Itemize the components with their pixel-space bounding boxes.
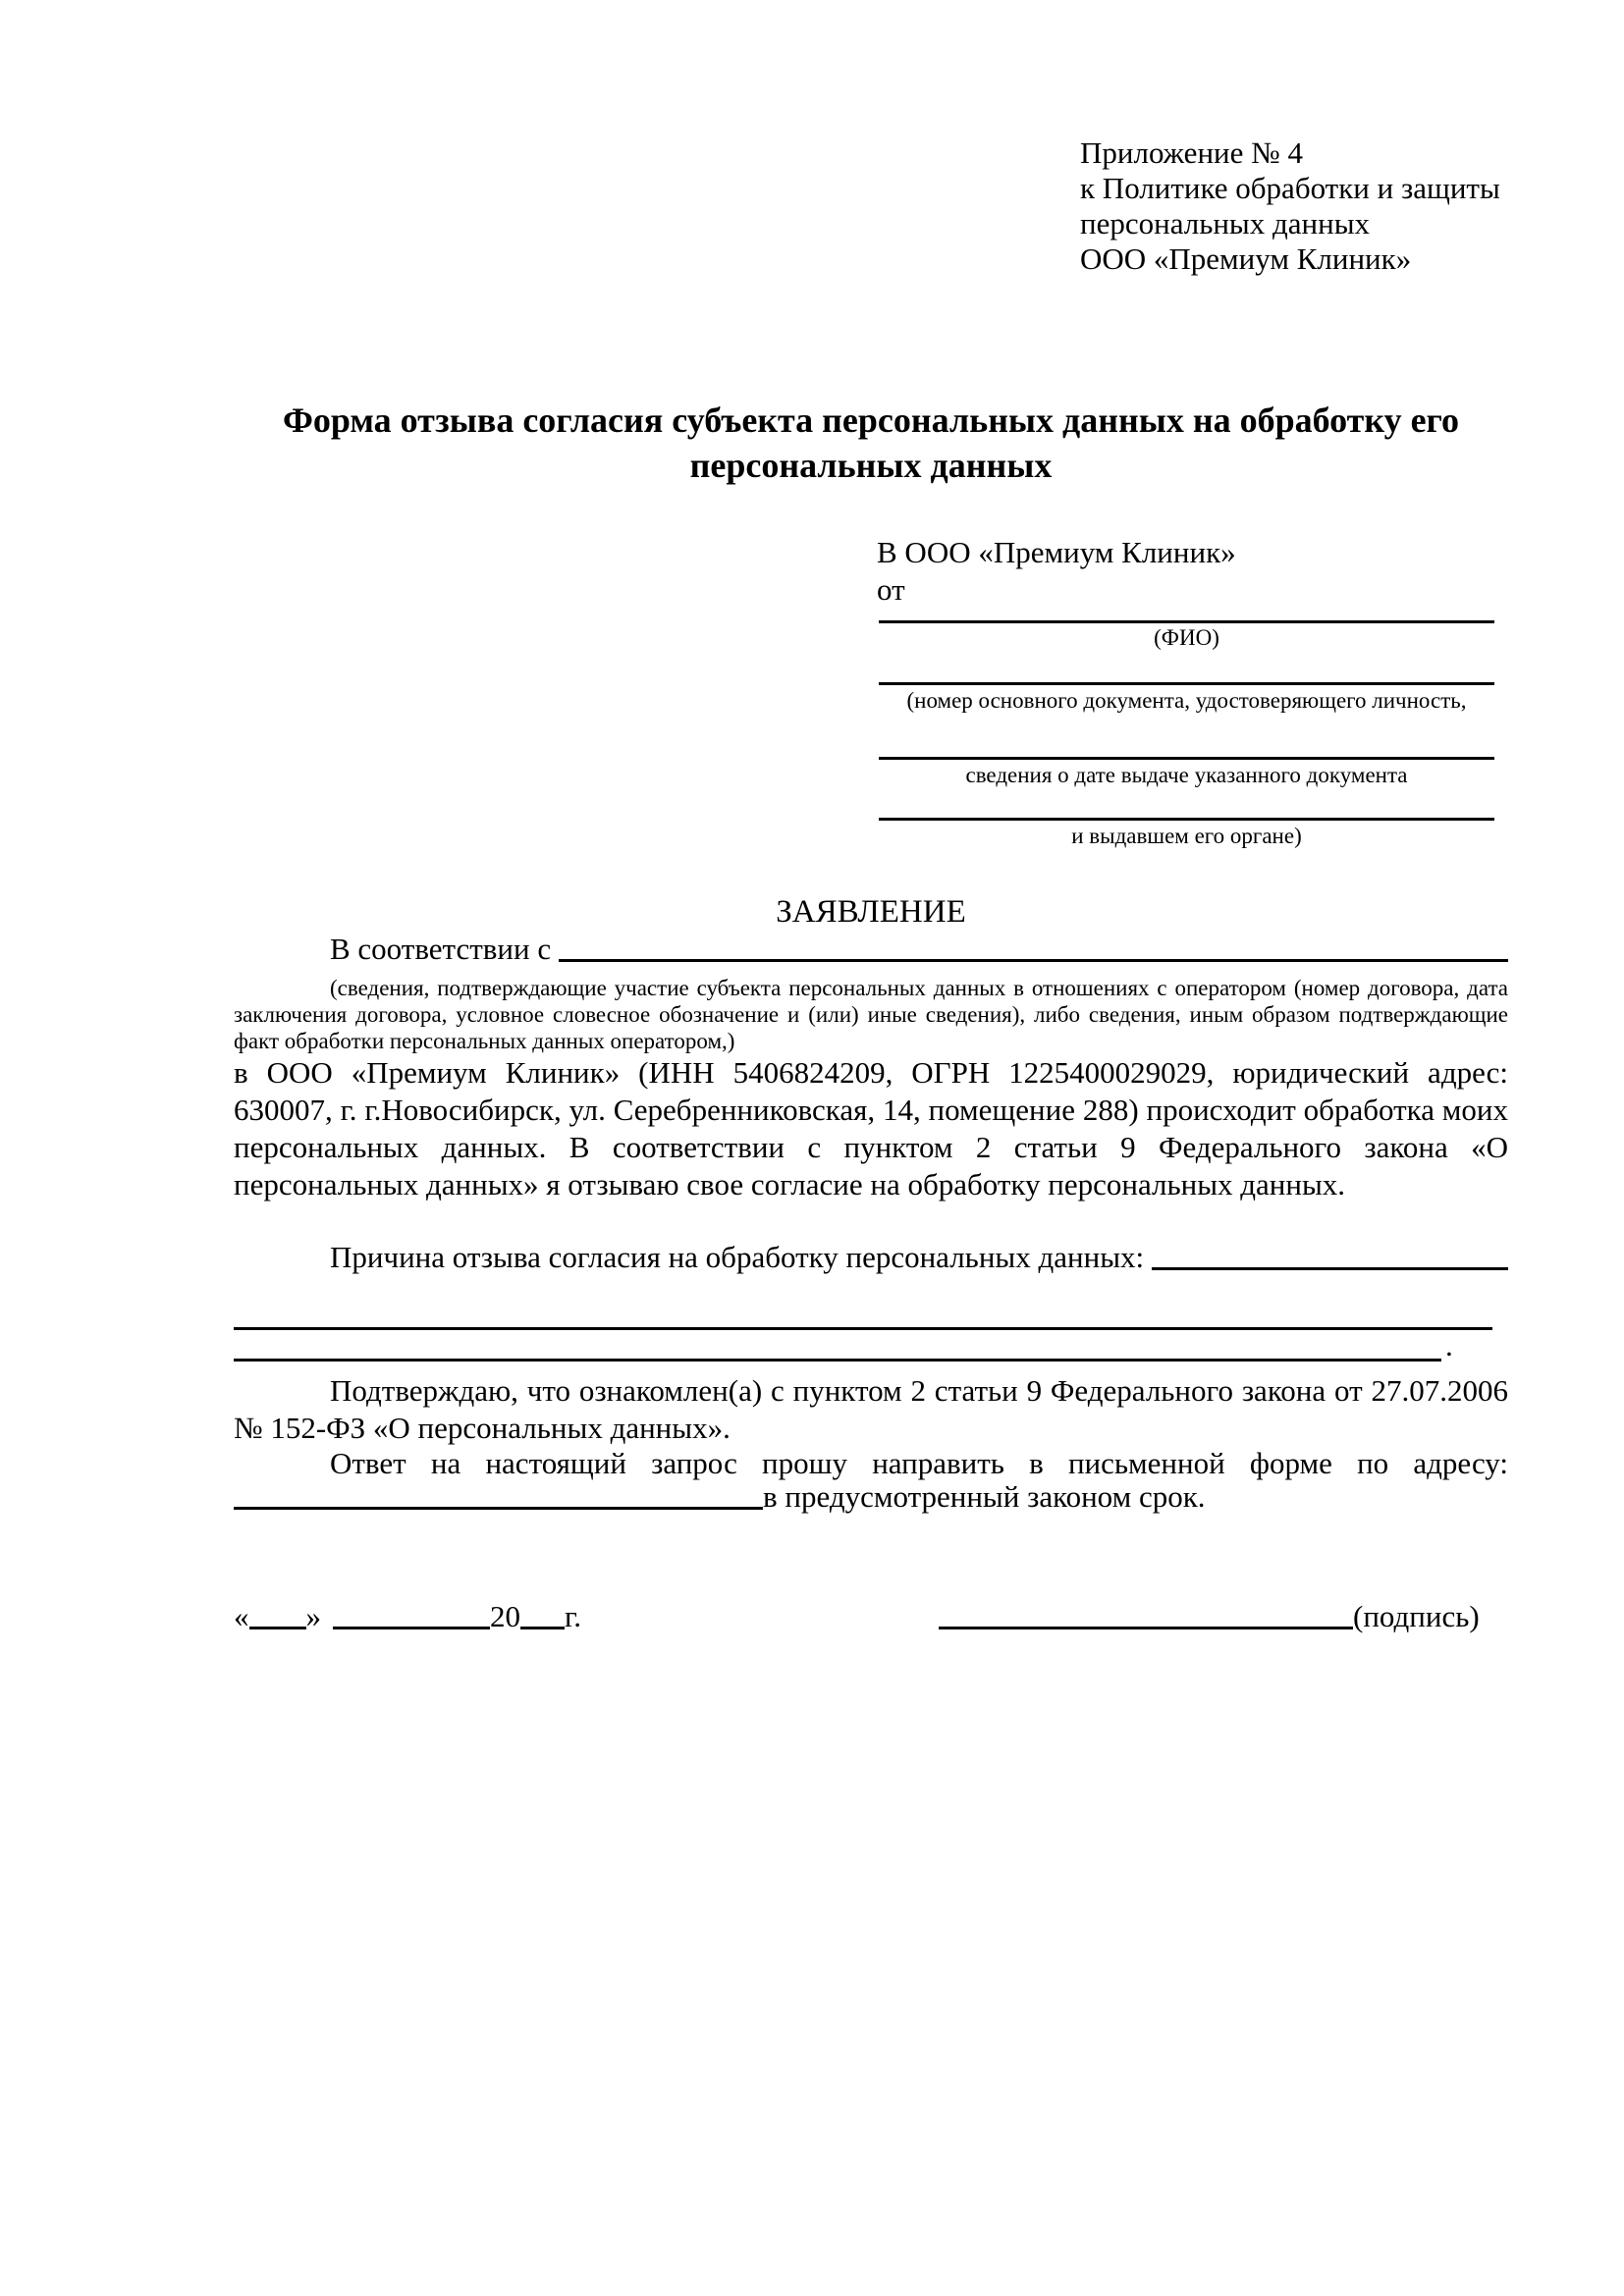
confirm-paragraph: Подтверждаю, что ознакомлен(а) с пунктом 2 статьи 9 Федерального закона от 27.07.2006 № 152-ФЗ «О персональных данных». bbox=[234, 1373, 1508, 1445]
appendix-line: к Политике обработки и защиты bbox=[1080, 171, 1500, 205]
basis-field-line[interactable] bbox=[559, 931, 1508, 962]
appendix-line: персональных данных bbox=[1080, 206, 1371, 240]
date-year-field-line[interactable] bbox=[520, 1598, 565, 1629]
appendix-block bbox=[1080, 135, 1542, 277]
date-century: 20 bbox=[490, 1599, 520, 1633]
fio-field-line[interactable] bbox=[879, 620, 1494, 623]
date-year-suffix: г. bbox=[565, 1599, 581, 1633]
address-field-line[interactable] bbox=[234, 1478, 763, 1510]
reason-extra-field-line-2[interactable] bbox=[234, 1359, 1441, 1362]
issue-date-caption: сведения о дате выдаче указанного документа bbox=[965, 763, 1408, 787]
reason-label: Причина отзыва согласия на обработку персональных данных: bbox=[330, 1240, 1152, 1274]
reason-field-line[interactable] bbox=[1152, 1239, 1508, 1270]
basis-space bbox=[551, 931, 559, 968]
statement-heading: ЗАЯВЛЕНИЕ bbox=[776, 894, 966, 930]
doc-number-field-line[interactable] bbox=[879, 682, 1494, 685]
issue-org-field-line[interactable] bbox=[879, 818, 1494, 821]
issue-org-caption: и выдавшем его органе) bbox=[1071, 824, 1302, 848]
date-day-field-line[interactable] bbox=[249, 1598, 306, 1629]
open-quote: « bbox=[234, 1599, 249, 1633]
basis-prefix: В соответствии с bbox=[330, 932, 552, 966]
appendix-line: ООО «Премиум Клиник» bbox=[1080, 241, 1412, 276]
signature-field-line[interactable] bbox=[939, 1598, 1353, 1629]
address-row bbox=[234, 1478, 1508, 1516]
issue-date-field-line[interactable] bbox=[879, 757, 1494, 760]
fio-caption: (ФИО) bbox=[1154, 625, 1219, 650]
close-quote: » bbox=[305, 1599, 321, 1633]
body-paragraph: в ООО «Премиум Клиник» (ИНН 5406824209, ОГРН 1225400029029, юридический адрес: 630007, г. г.Новосибирск, ул. Серебренниковская, 14, помещение 288) происходит обработка моих персональных данных. В соответствии с пунктом 2 статьи 9 Федерального закона «О персональных данных» я отзываю свое согласие на обработку персональных данных. bbox=[234, 1055, 1508, 1201]
signature-row bbox=[939, 1598, 1494, 1635]
sentence-period: . bbox=[1445, 1328, 1453, 1362]
basis-caption: (сведения, подтверждающие участие субъекта персональных данных в отношениях с оператором (номер договора, дата заключения договора, условное словесное обозначение и (или) иные сведения), либо сведения, иным образом подтверждающие факт обработки персональных данных оператором,) bbox=[234, 976, 1508, 1053]
date-month-field-line[interactable] bbox=[333, 1598, 490, 1629]
reply-suffix: в предусмотренный законом срок. bbox=[763, 1479, 1206, 1514]
reason-row bbox=[234, 1239, 1508, 1276]
doc-number-caption: (номер основного документа, удостоверяющего личность, bbox=[906, 688, 1467, 713]
reason-extra-field-line-1[interactable] bbox=[234, 1327, 1492, 1330]
recipient-to: В ООО «Премиум Клиник» bbox=[877, 535, 1236, 569]
date-row bbox=[234, 1598, 921, 1635]
page-title: Форма отзыва согласия субъекта персональных данных на обработку его персональных данных bbox=[282, 400, 1460, 485]
recipient-from-label: от bbox=[877, 572, 905, 607]
appendix-line: Приложение № 4 bbox=[1080, 135, 1303, 170]
basis-row bbox=[234, 931, 1508, 968]
signature-caption: (подпись) bbox=[1353, 1599, 1480, 1633]
reply-paragraph: Ответ на настоящий запрос прошу направить в письменной форме по адресу: bbox=[330, 1446, 1508, 1480]
